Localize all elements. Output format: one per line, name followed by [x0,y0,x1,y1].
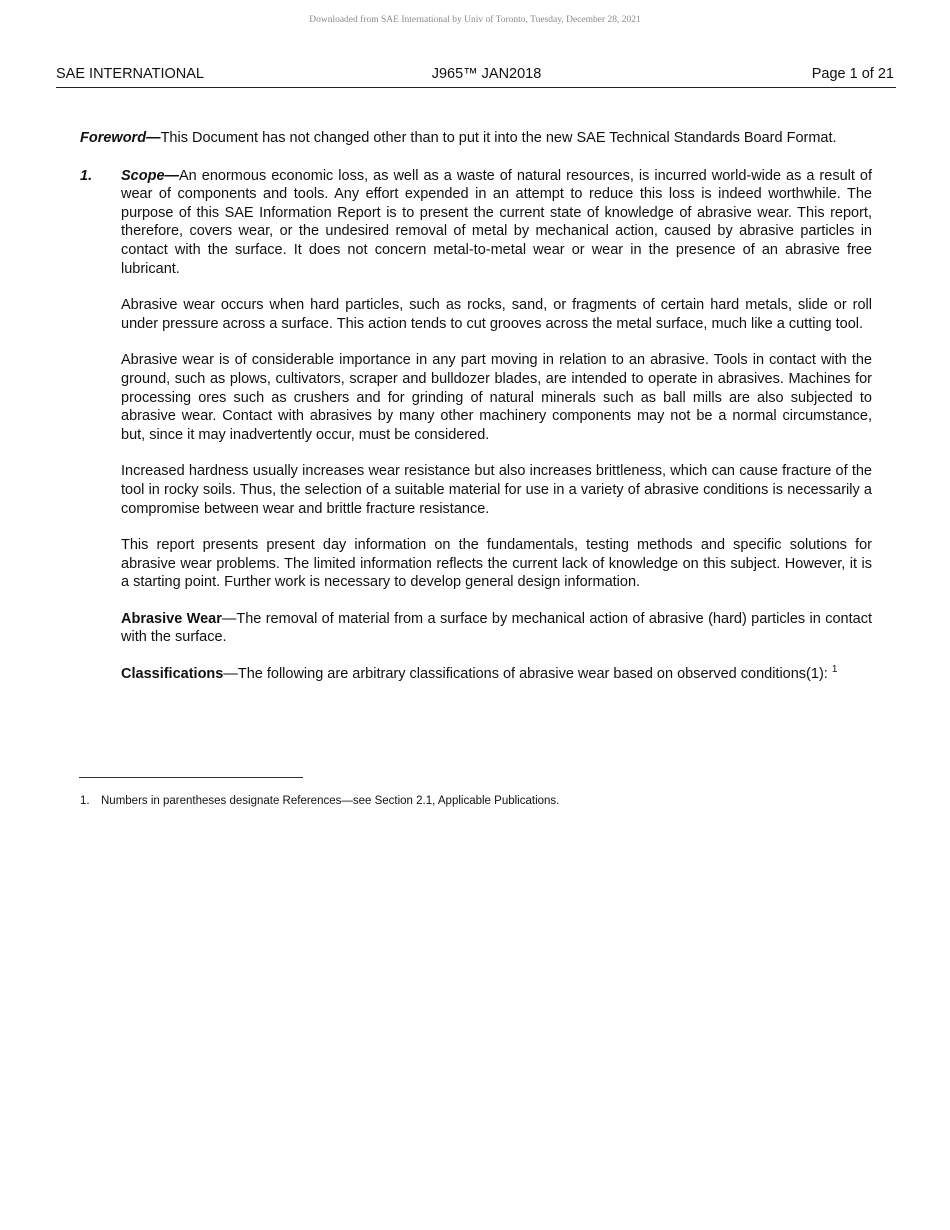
footnote [80,795,559,807]
section-number: 1. [80,167,93,184]
section-body [121,167,872,684]
paragraph: Increased hardness usually increases wear resistance but also increases brittleness, which can cause fracture of the tool in rocky soils. Thus, the selection of a suitable material for use in a variety of abrasive conditions is necessarily a compromise between wear and brittle fracture resistance. [121,463,872,517]
section-scope [80,167,872,684]
header-page-number: Page 1 of 21 [811,66,894,82]
footnote-number: 1. [80,795,90,807]
term-abrasive-wear: Abrasive Wear [121,610,222,627]
download-watermark: Downloaded from SAE International by Univ of Toronto, Tuesday, December 28, 2021 [309,15,641,25]
definition-text: —The following are arbitrary classifications of abrasive wear based on observed conditions(1): [223,666,832,683]
scope-paragraph [121,167,872,279]
paragraph: Abrasive wear occurs when hard particles, such as rocks, sand, or fragments of certain hard metals, slide or roll under pressure across a surface. This action tends to cut grooves across the metal surface, much like a cutting tool. [121,297,872,332]
definition-text: —The removal of material from a surface by mechanical action of abrasive (hard) particles in contact with the surface. [121,610,872,646]
foreword-text: This Document has not changed other than to put it into the new SAE Technical Standards Board Format. [160,130,837,146]
scope-heading: Scope— [121,167,180,184]
term-classifications: Classifications [121,666,224,683]
document-body [80,129,872,702]
scope-text: An enormous economic loss, as well as a waste of natural resources, is incurred world-wide as a result of wear of components and tools. Any effort expended in an attempt to reduce this loss is indeed worthwhile. The purpose of this SAE Information Report is to present the current state of knowledge of abrasive wear. This report, therefore, covers wear, or the undesired removal of metal by mechanical action, caused by abrasive particles in contact with the surface. It does not concern metal-to-metal wear or wear in the presence of an abrasive free lubricant. [121,167,872,277]
paragraph: This report presents present day information on the fundamentals, testing methods and specific solutions for abrasive wear problems. The limited information reflects the current lack of knowledge on this subject. However, it is a starting point. Further work is necessary to develop general design information. [121,537,872,591]
foreword-heading: Foreword— [80,130,161,146]
page-header [56,66,896,88]
header-doc-id: J965™ JAN2018 [431,66,542,82]
paragraph: Abrasive wear is of considerable importance in any part moving in relation to an abrasive. Tools in contact with the ground, such as plows, cultivators, scraper and bulldozer blades, are intended to operate in abrasives. Machines for processing ores such as crushers and for grinding of natural minerals such as ball mills are also subjected to abrasive wear. Contact with abrasives by many other machinery components may not be a normal circumstance, but, since it may inadvertently occur, must be considered. [121,352,872,443]
definition-classifications [121,665,872,684]
footnote-divider [79,777,303,778]
foreword-paragraph [80,129,872,148]
header-org: SAE INTERNATIONAL [56,66,204,82]
definition-abrasive-wear [121,610,872,647]
footnote-text: Numbers in parentheses designate References—see Section 2.1, Applicable Publications. [101,795,560,807]
footnote-reference[interactable]: 1 [831,664,838,676]
